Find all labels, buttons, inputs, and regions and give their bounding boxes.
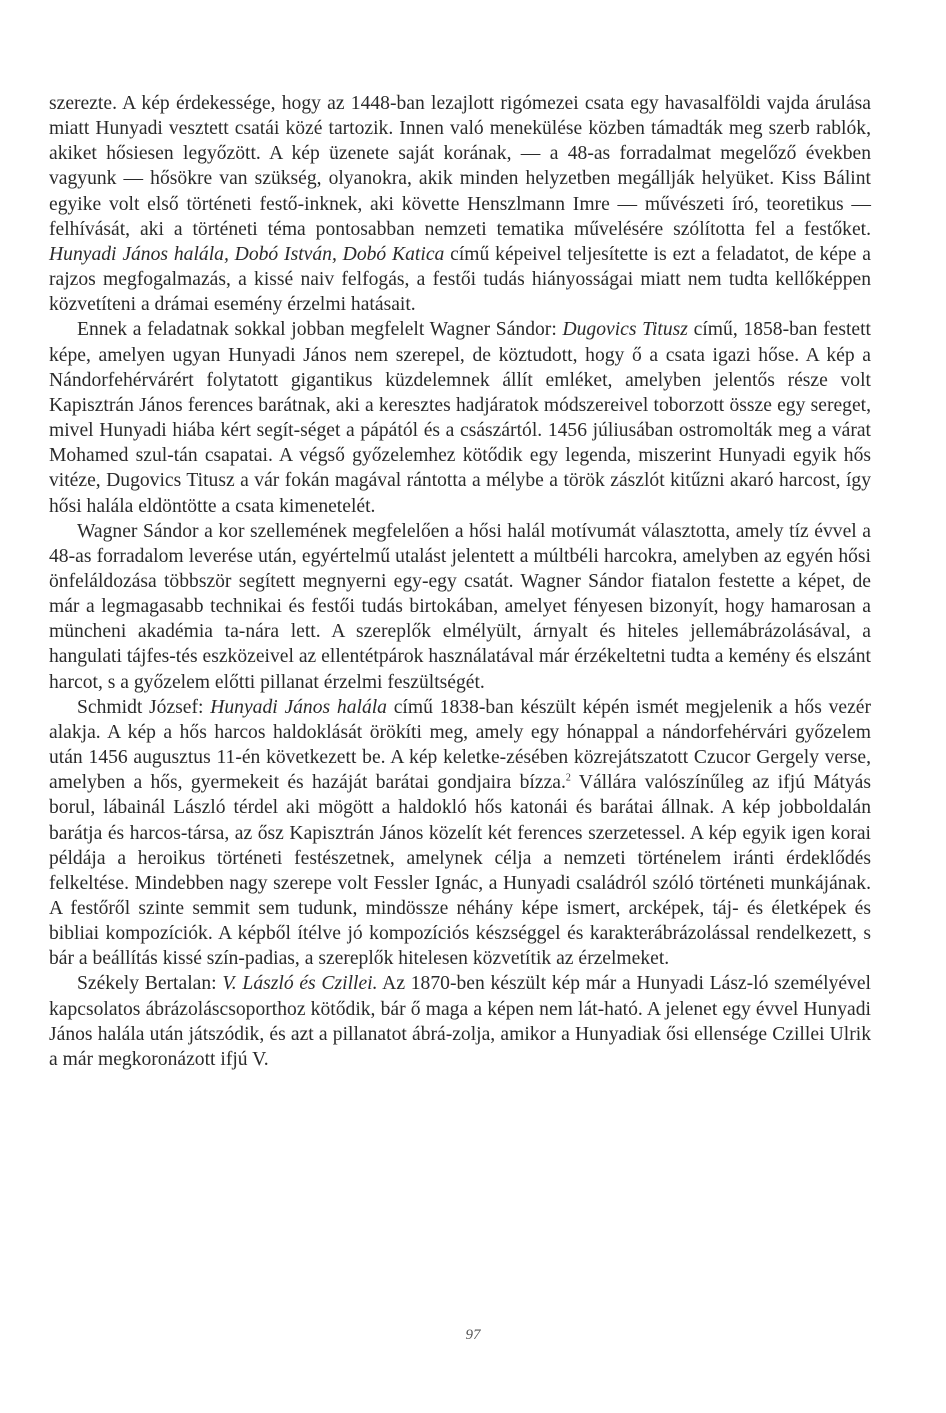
paragraph <box>49 91 871 317</box>
italic-title: Hunyadi János halála <box>210 696 387 718</box>
text-run: Székely Bertalan: <box>77 973 223 995</box>
italic-title: V. László és Czillei. <box>222 973 378 995</box>
text-run: Wagner Sándor a kor szellemének megfelelően a hősi halál motívumát választotta, amely tíz évvel a 48-as forradalom leverése után, egyértelmű utalást jelentett a múltbéli harcokra, amelyben az egyén hősi önfeláldozása többször segített megnyerni egy-egy csatát. Wagner Sándor fiatalon festette a képet, de már a legmagasabb technikai és festői tudás birtokában, amelyet fényesen bizonyít, hogy hamarosan a müncheni akadémia ta-nára lett. A szereplők elmélyült, árnyalt és hiteles jellemábrázolásával, a hangulati tájfes-tés eszközeivel az ellentétpárok használatával már érzékeltetni tudta a kemény és elszánt harcot, s a győzelem előtti pillanat érzelmi feszültségét. <box>49 520 871 693</box>
text-run: Ennek a feladatnak sokkal jobban megfelelt Wagner Sándor: <box>77 319 563 341</box>
footnote-marker: 2 <box>565 772 571 784</box>
text-run: Schmidt József: <box>77 696 211 718</box>
paragraph <box>49 317 871 518</box>
text-run: című képeivel teljesítette is ezt a feladatot, de képe a rajzos megfogalmazás, a kissé naiv felfogás, a festői tudás hiányosságai miatt nem tudta kellőképpen közvetíteni a drámai esemény érzelmi hatásait. <box>49 243 871 316</box>
text-run: Vállára valószínűleg az ifjú Mátyás borul, lábainál László térdel aki mögött a haldokló hős katonái és barátai állnak. A kép jobboldalán barátja és harcos-társa, az ősz Kapisztrán János közelít két ferences szerzetessel. A kép egyik igen korai példája a heroikus történeti festészetnek, amelynek célja a nemzeti történelem iránti érdeklődés felkeltése. Mindebben nagy szerepe volt Fessler Ignác, a Hunyadi családról szóló történeti munkájának. A festőről szinte semmit sem tudunk, mindössze néhány képe ismert, arcképek, táj- és életképek és bibliai kompozíciók. A képből ítélve jó kompozíciós készséggel és karakterábrázolással rendelkezett, s bár a beállítás kissé szín-padias, a szereplők hitelesen közvetítik az érzelmeket. <box>49 772 871 970</box>
italic-title: Dugovics Titusz <box>562 319 688 341</box>
text-run: című 1838-ban készült képén ismét megjelenik a hős vezér alakja. A kép a hős harcos haldoklását örökíti meg, amely egy hónappal a nándorfehérvári győzelem után 1456 augusztus 11-én következett be. A kép keletke-zésében közrejátszatott Czucor Gergely verse, amelyben a hős, gyermekeit és hazáját barátai gondjaira bízza. <box>49 696 871 794</box>
italic-title: Hunyadi János halála, Dobó István, Dobó Katica <box>49 243 445 265</box>
paragraph <box>49 519 871 695</box>
paragraph <box>49 971 871 1072</box>
text-run: szerezte. A kép érdekessége, hogy az 1448-ban lezajlott rigómezei csata egy havasalföldi vajda árulása miatt Hunyadi vesztett csatái közé tartozik. Innen való menekülése közben támadták meg szerb rablók, akiket hősiesen legyőzött. A kép üzenete saját korának, — a 48-as forradalmat megelőző években vagyunk — hősökre van szükség, olyanokra, akik minden helyzetben megállják helyüket. Kiss Bálint egyike volt első történeti festő-inknek, aki követte Henszlmann Imre — művészeti író, teoretikus — felhívását, aki a történeti téma pontosabban nemzeti tematika művelésére szólította fel a festőket. <box>49 93 871 240</box>
text-run: Az 1870-ben készült kép már a Hunyadi Lász-ló személyével kapcsolatos ábrázoláscsoporthoz kötődik, bár ő maga a képen nem lát-ható. A jelenet egy évvel Hunyadi János halála után játszódik, és azt a pillanatot ábrá-zolja, amikor a Hunyadiak ősi ellensége Czillei Ulrik a már megkoronázott ifjú V. <box>49 973 871 1070</box>
paragraph <box>49 695 871 972</box>
page-number: 97 <box>465 1327 481 1343</box>
body-text <box>49 91 871 1072</box>
text-run: című, 1858-ban festett képe, amelyen ugyan Hunyadi János nem szerepel, de köztudott, hogy ő a csata igazi hőse. A kép a Nándorfehérvárért folytatott gigantikus küzdelemnek állít emléket, amelyben jelentős része volt Kapisztrán János ferences barátnak, aki a keresztes hadjáratok módszereivel toborzott össze egy sereget, mivel Hunyadi hiába kért segít-séget a pápától és a császártól. 1456 júliusában ostromolták meg a várat Mohamed szul-tán csapatai. A végső győzelemhez kötődik egy legenda, miszerint Hunyadi egyik hős vitéze, Dugovics Titusz a vár fokán magával rántotta a mélybe a török zászlót kitűzni akaró harcost, így hősi halála eldöntötte a csata kimenetelét. <box>49 319 871 517</box>
